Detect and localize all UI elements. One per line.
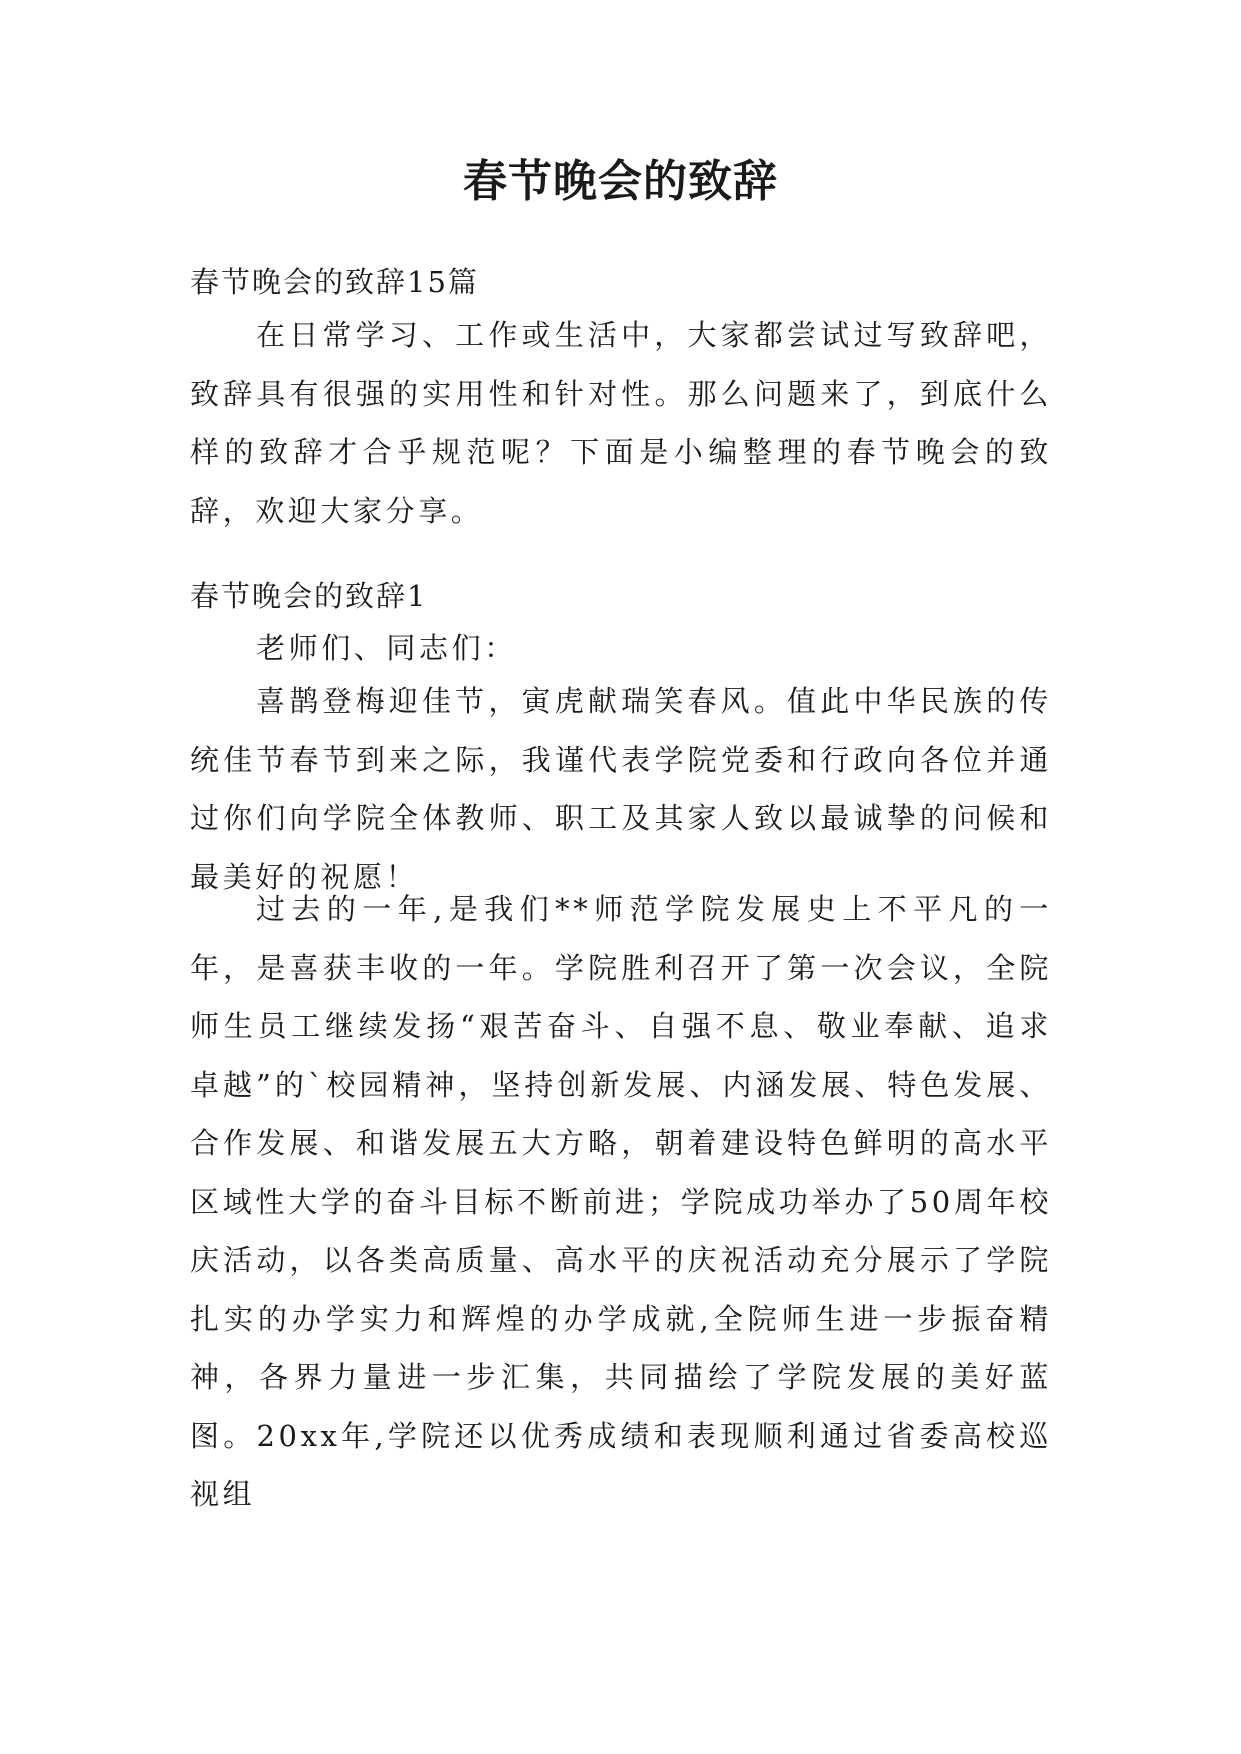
section-heading: 春节晚会的致辞1	[190, 579, 428, 613]
document-title: 春节晚会的致辞	[463, 156, 778, 207]
body-paragraph: 喜鹊登梅迎佳节，寅虎献瑞笑春风。值此中华民族的传统佳节春节到来之际，我谨代表学院党委和行政向各位并通过你们向学院全体教师、职工及其家人致以最诚挚的问候和最美好的祝愿！	[190, 684, 1052, 894]
collection-heading: 春节晚会的致辞15篇	[190, 265, 479, 299]
body-paragraph: 过去的一年,是我们**师范学院发展史上不平凡的一年，是喜获丰收的一年。学院胜利召开了第一次会议，全院师生员工继续发扬“艰苦奋斗、自强不息、敬业奉献、追求卓越”的`校园精神，坚持创新发展、内涵发展、特色发展、合作发展、和谐发展五大方略，朝着建设特色鲜明的高水平区域性大学的奋斗目标不断前进；学院成功举办了50周年校庆活动，以各类高质量、高水平的庆祝活动充分展示了学院扎实的办学实力和辉煌的办学成就,全院师生进一步振奋精神，各界力量进一步汇集，共同描绘了学院发展的美好蓝图。20xx年,学院还以优秀成绩和表现顺利通过省委高校巡视组	[190, 892, 1052, 1511]
salutation: 老师们、同志们：	[256, 631, 517, 665]
intro-paragraph: 在日常学习、工作或生活中，大家都尝试过写致辞吧，致辞具有很强的实用性和针对性。那么问题来了，到底什么样的致辞才合乎规范呢？下面是小编整理的春节晚会的致辞，欢迎大家分享。	[190, 318, 1052, 528]
